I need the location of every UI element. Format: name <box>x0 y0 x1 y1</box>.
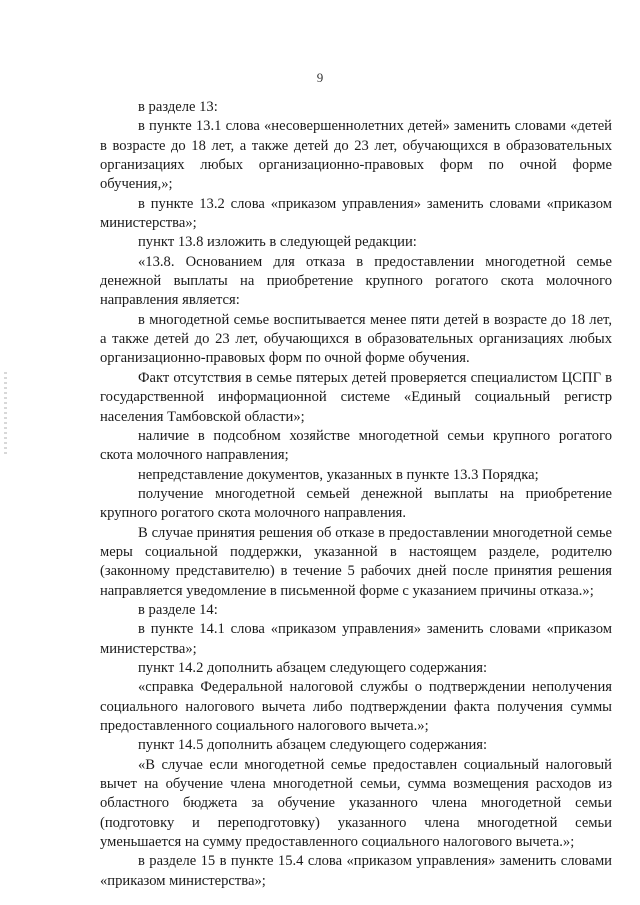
paragraph: в разделе 14: <box>138 601 218 618</box>
paragraph: в разделе 13: <box>138 99 218 115</box>
paragraph: пункт 14.2 дополнить абзацем следующего содержания: <box>138 659 488 676</box>
paragraph: наличие в подсобном хозяйстве многодетной семьи крупного рогатого скота молочного направления; <box>100 427 612 464</box>
document-body <box>100 98 612 891</box>
paragraph: в многодетной семье воспитывается менее пяти детей в возрасте до 18 лет, а также детей до 23 лет, обучающихся в образовательных организациях любых организационно-правовых форм по очной форме обучения. <box>100 311 612 367</box>
margin-scan-marks <box>4 372 7 456</box>
paragraph: получение многодетной семьей денежной выплаты на приобретение крупного рогатого скота молочного направления. <box>100 485 612 522</box>
paragraph: непредставление документов, указанных в пункте 13.3 Порядка; <box>138 466 539 483</box>
paragraph: в разделе 15 в пункте 15.4 слова «приказом управления» заменить словами «приказом министерства»; <box>100 853 612 889</box>
paragraph: в пункте 13.2 слова «приказом управления» заменить словами «приказом министерства»; <box>100 195 612 232</box>
paragraph: В случае принятия решения об отказе в предоставлении многодетной семье меры социальной поддержки, указанной в настоящем разделе, родителю (законному представителю) в течение 5 рабочих дней после принятия решения направляется уведомление в письменной форме с указанием причины отказа.»; <box>100 524 612 599</box>
paragraph: «13.8. Основанием для отказа в предоставлении многодетной семье денежной выплаты на приобретение крупного рогатого скота молочного направления является: <box>100 253 612 309</box>
paragraph: пункт 14.5 дополнить абзацем следующего содержания: <box>138 737 488 754</box>
paragraph: в пункте 14.1 слова «приказом управления» заменить словами «приказом министерства»; <box>100 621 612 657</box>
paragraph: «В случае если многодетной семье предоставлен социальный налоговый вычет на обучение члена многодетной семьи, сумма возмещения расходов из областного бюджета за обучение указанного члена многодетной семьи (подготовку и переподготовку) указанного члена многодетной семьи уменьшается на сумму предоставленного социального налогового вычета.»; <box>100 756 612 851</box>
paragraph: Факт отсутствия в семье пятерых детей проверяется специалистом ЦСПГ в государственной информационной системе «Единый социальный регистр населения Тамбовской области»; <box>100 369 612 425</box>
paragraph: в пункте 13.1 слова «несовершеннолетних детей» заменить словами «детей в возрасте до 18 лет, а также детей до 23 лет, обучающихся в образовательных организациях любых организационно-правовых форм по очной форме обучения,»; <box>100 118 612 193</box>
paragraph: «справка Федеральной налоговой службы о подтверждении неполучения социального налогового вычета либо подтверждении факта получения суммы предоставленного социального налогового вычета.»; <box>100 679 612 734</box>
paragraph: пункт 13.8 изложить в следующей редакции: <box>138 234 417 251</box>
page-number: 9 <box>316 70 324 85</box>
